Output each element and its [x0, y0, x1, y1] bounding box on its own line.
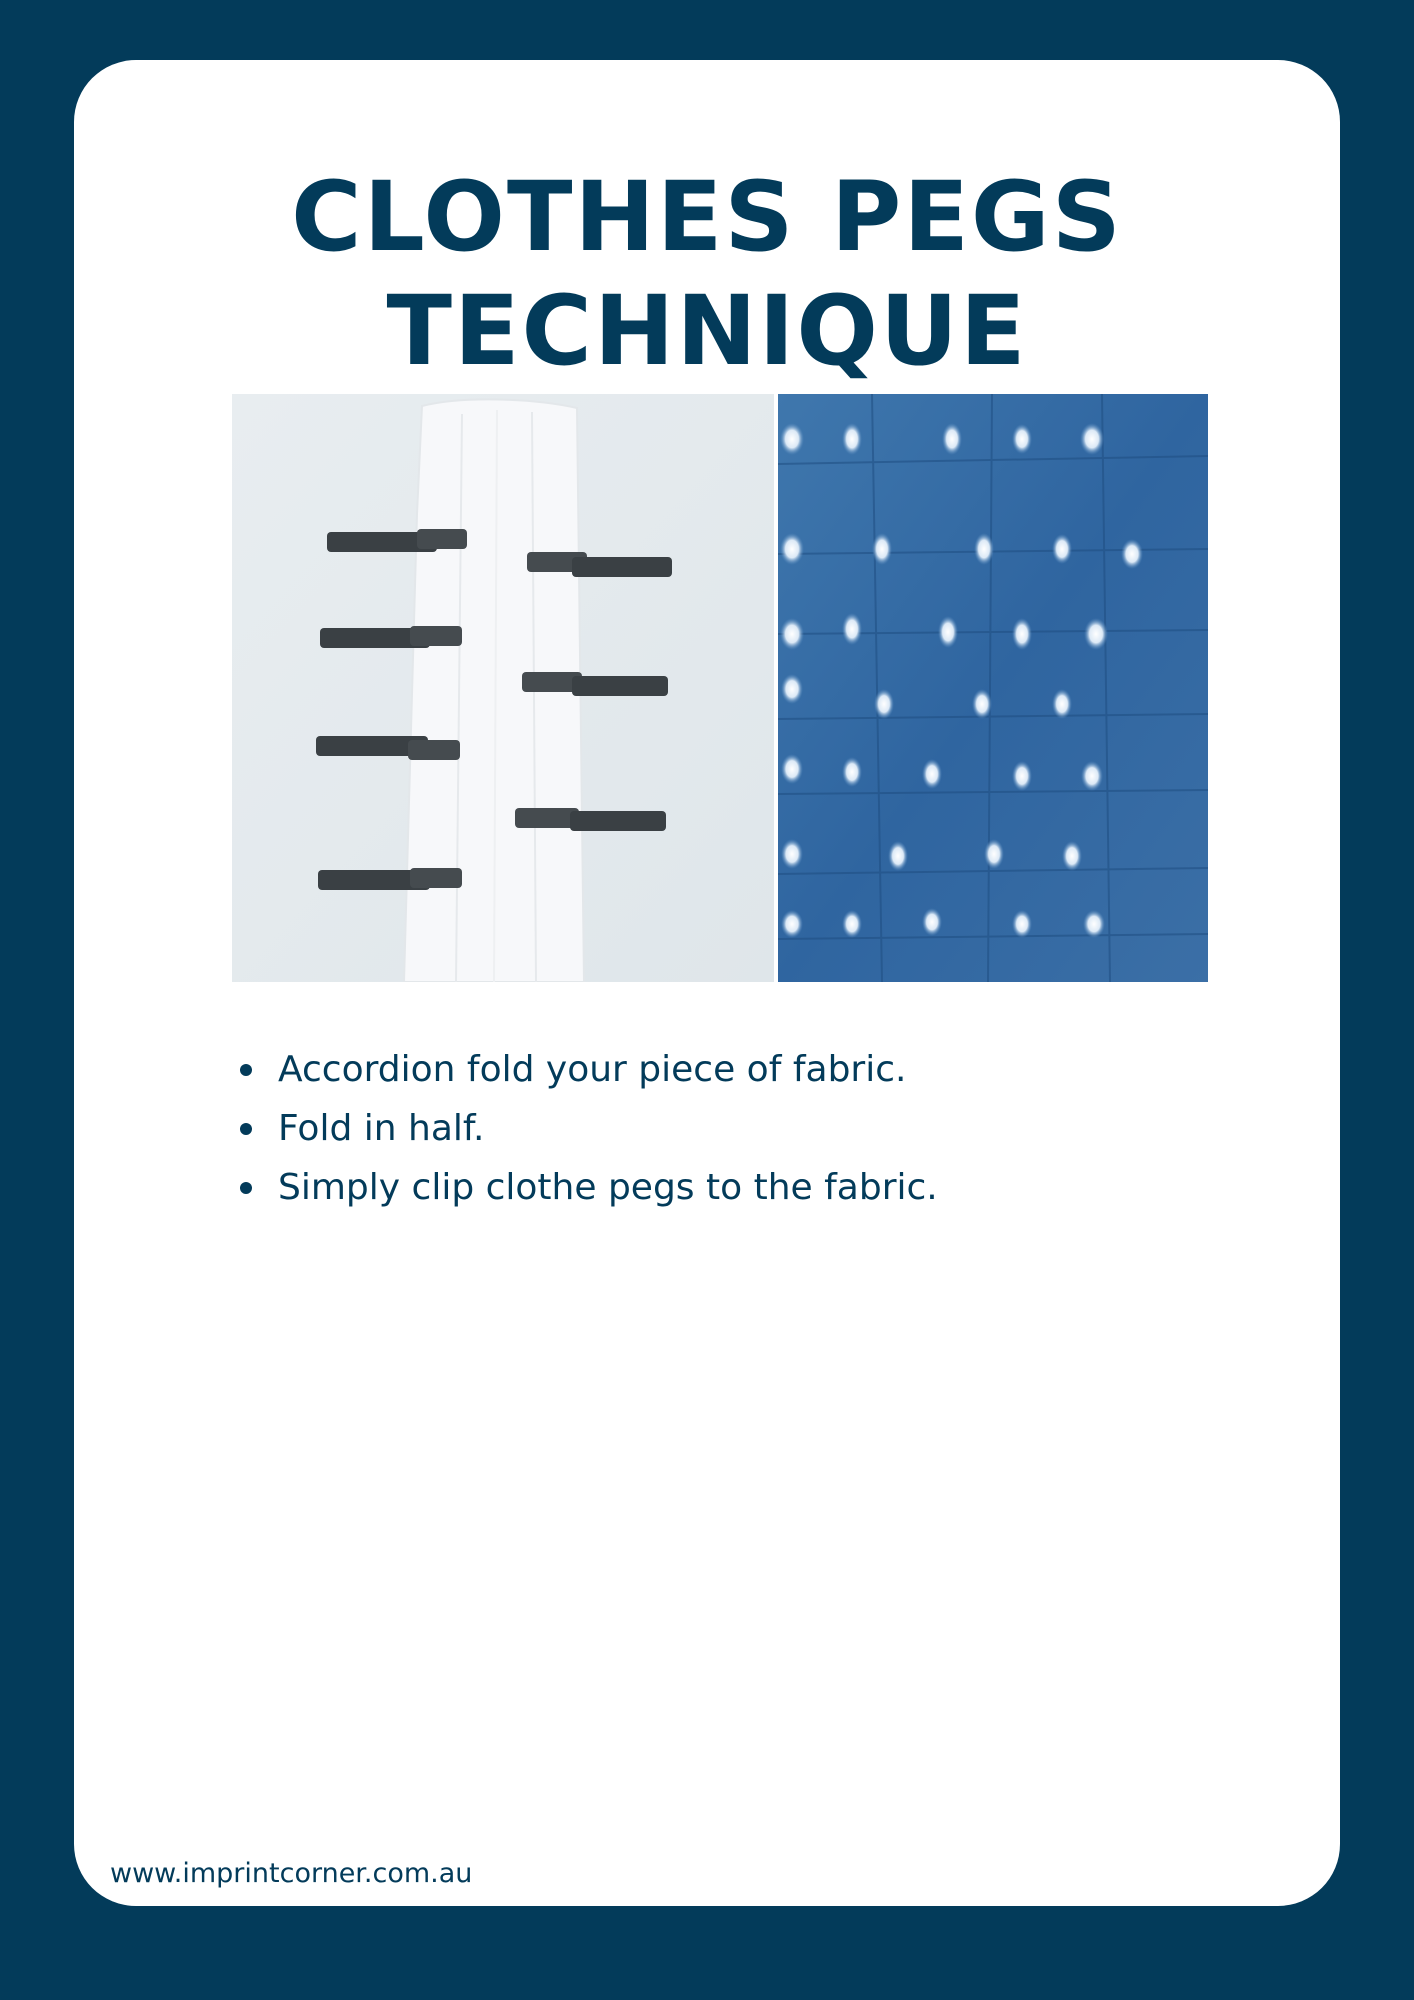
title-line-1: CLOTHES PEGS [291, 161, 1123, 273]
step-text: Accordion fold your piece of fabric. [278, 1049, 907, 1090]
peg-icon [327, 529, 467, 552]
bullet-icon [240, 1064, 252, 1076]
peg-icon [515, 808, 666, 831]
bullet-icon [240, 1123, 252, 1135]
peg-icon [318, 868, 462, 890]
list-item [234, 1158, 938, 1217]
footer-url: www.imprintcorner.com.au [110, 1858, 473, 1889]
page-title [0, 160, 1414, 388]
pegged-fabric-photo [232, 394, 774, 982]
steps-list [234, 1040, 938, 1217]
peg-icon [320, 626, 462, 648]
technique-photos [232, 394, 1208, 982]
bullet-icon [240, 1182, 252, 1194]
title-line-2: TECHNIQUE [386, 275, 1028, 387]
list-item [234, 1040, 938, 1099]
list-item [234, 1099, 938, 1158]
step-text: Simply clip clothe pegs to the fabric. [278, 1167, 938, 1208]
step-text: Fold in half. [278, 1108, 485, 1149]
dyed-result-photo [778, 394, 1208, 982]
